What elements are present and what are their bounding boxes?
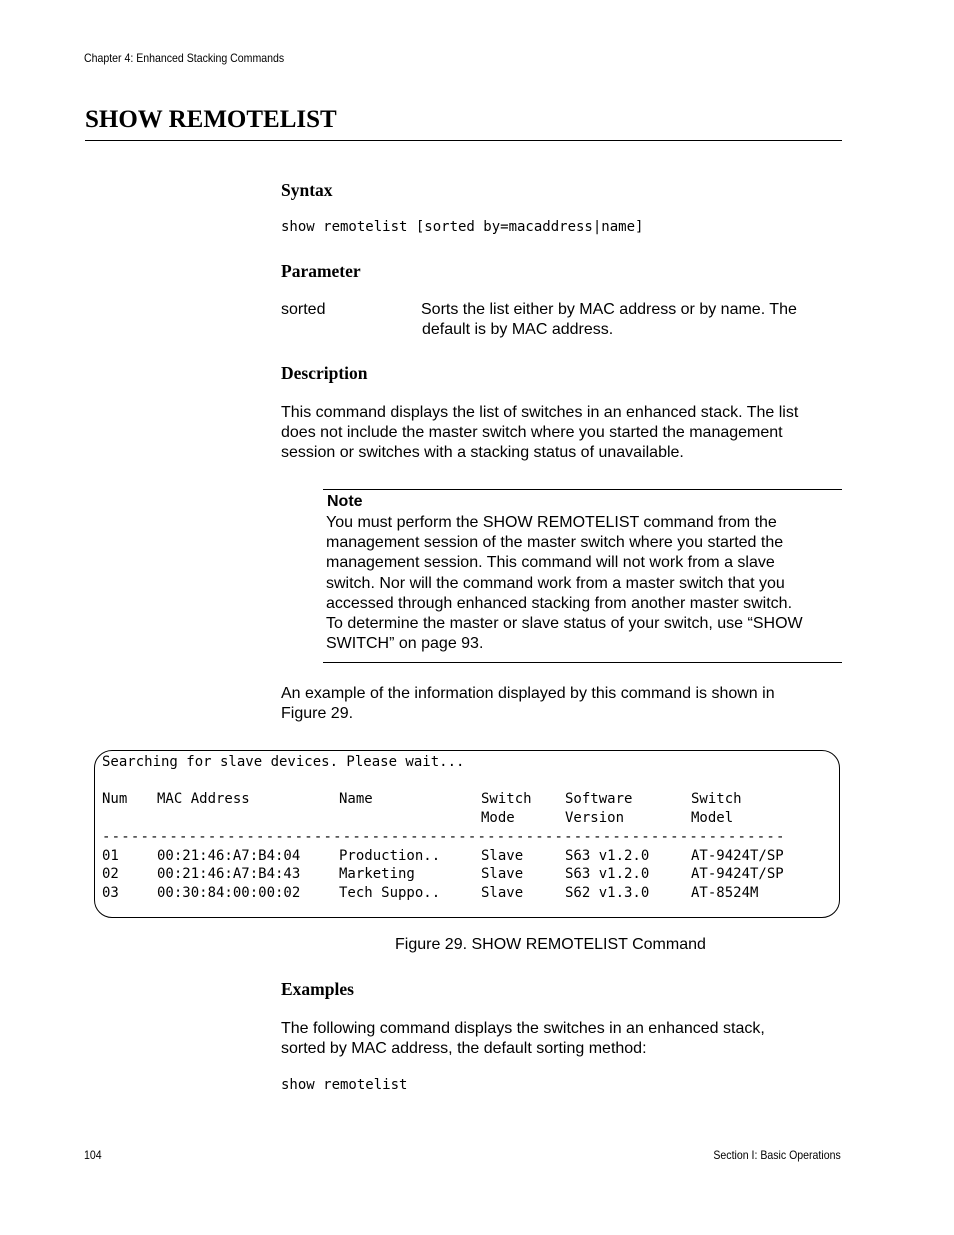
- parameter-desc-line: default is by MAC address.: [422, 321, 614, 339]
- description-line: does not include the master switch where you started the management: [281, 424, 783, 442]
- col-header-software: Version: [565, 810, 625, 826]
- description-heading: Description: [281, 363, 368, 383]
- note-line: management session of the master switch where you started the: [326, 534, 784, 552]
- row-mode: Slave: [481, 848, 524, 864]
- example-intro-line: An example of the information displayed by this command is shown in: [281, 685, 775, 702]
- row-version: S63 v1.2.0: [565, 848, 650, 864]
- note-line: You must perform the SHOW REMOTELIST command from the: [326, 514, 777, 531]
- col-header-mode: Mode: [481, 810, 515, 826]
- note-body: [326, 513, 840, 654]
- note-label: Note: [327, 493, 363, 510]
- syntax-command: show remotelist [sorted by=macaddress|name]: [281, 219, 644, 235]
- col-header-mac: MAC Address: [157, 791, 250, 807]
- syntax-heading: Syntax: [281, 180, 333, 200]
- col-header-num: Num: [102, 791, 128, 807]
- row-version: S63 v1.2.0: [565, 866, 650, 882]
- col-header-software: Software: [565, 791, 633, 807]
- row-name: Production..: [339, 848, 441, 864]
- parameter-heading: Parameter: [281, 261, 361, 281]
- examples-line: The following command displays the switches in an enhanced stack,: [281, 1020, 765, 1037]
- col-header-model: Model: [691, 810, 734, 826]
- running-header: Chapter 4: Enhanced Stacking Commands: [84, 51, 285, 65]
- note-line: accessed through enhanced stacking from another master switch.: [326, 594, 793, 612]
- row-mode: Slave: [481, 885, 524, 901]
- col-header-model: Switch: [691, 791, 742, 807]
- table-separator: -----------------------------------------------------------------------: [102, 829, 786, 845]
- examples-heading: Examples: [281, 979, 354, 999]
- figure-caption: Figure 29. SHOW REMOTELIST Command: [395, 936, 706, 953]
- page-title: SHOW REMOTELIST: [85, 106, 337, 133]
- row-mac: 00:21:46:A7:B4:04: [157, 848, 301, 864]
- example-intro-line: Figure 29.: [281, 705, 354, 723]
- row-name: Tech Suppo..: [339, 885, 441, 901]
- figure-search-line: Searching for slave devices. Please wait...: [102, 754, 465, 770]
- parameter-description: [421, 300, 797, 340]
- note-line: SWITCH” on page 93.: [326, 635, 484, 653]
- row-num: 01: [102, 848, 119, 864]
- row-version: S62 v1.3.0: [565, 885, 650, 901]
- description-line: This command displays the list of switches in an enhanced stack. The list: [281, 404, 799, 421]
- example-intro: [281, 684, 775, 724]
- row-model: AT-9424T/SP: [691, 866, 784, 882]
- examples-line: sorted by MAC address, the default sorting method:: [281, 1040, 647, 1058]
- examples-text: [281, 1019, 765, 1059]
- row-num: 03: [102, 885, 119, 901]
- note-line: management session. This command will not work from a slave: [326, 554, 775, 572]
- row-name: Marketing: [339, 866, 415, 882]
- row-mode: Slave: [481, 866, 524, 882]
- title-rule: [85, 140, 842, 141]
- row-mac: 00:30:84:00:00:02: [157, 885, 301, 901]
- row-model: AT-8524M: [691, 885, 759, 901]
- examples-command: show remotelist: [281, 1077, 408, 1093]
- col-header-name: Name: [339, 791, 373, 807]
- description-text: [281, 403, 798, 464]
- parameter-desc-line: Sorts the list either by MAC address or by name. The: [421, 301, 797, 318]
- page-number: 104: [84, 1148, 102, 1162]
- row-model: AT-9424T/SP: [691, 848, 784, 864]
- row-num: 02: [102, 866, 119, 882]
- row-mac: 00:21:46:A7:B4:43: [157, 866, 301, 882]
- note-line: switch. Nor will the command work from a master switch that you: [326, 574, 785, 592]
- col-header-mode: Switch: [481, 791, 532, 807]
- description-line: session or switches with a stacking status of unavailable.: [281, 444, 684, 462]
- footer-section: Section I: Basic Operations: [713, 1148, 841, 1162]
- note-line: To determine the master or slave status of your switch, use “SHOW: [326, 615, 803, 633]
- parameter-name: sorted: [281, 301, 326, 318]
